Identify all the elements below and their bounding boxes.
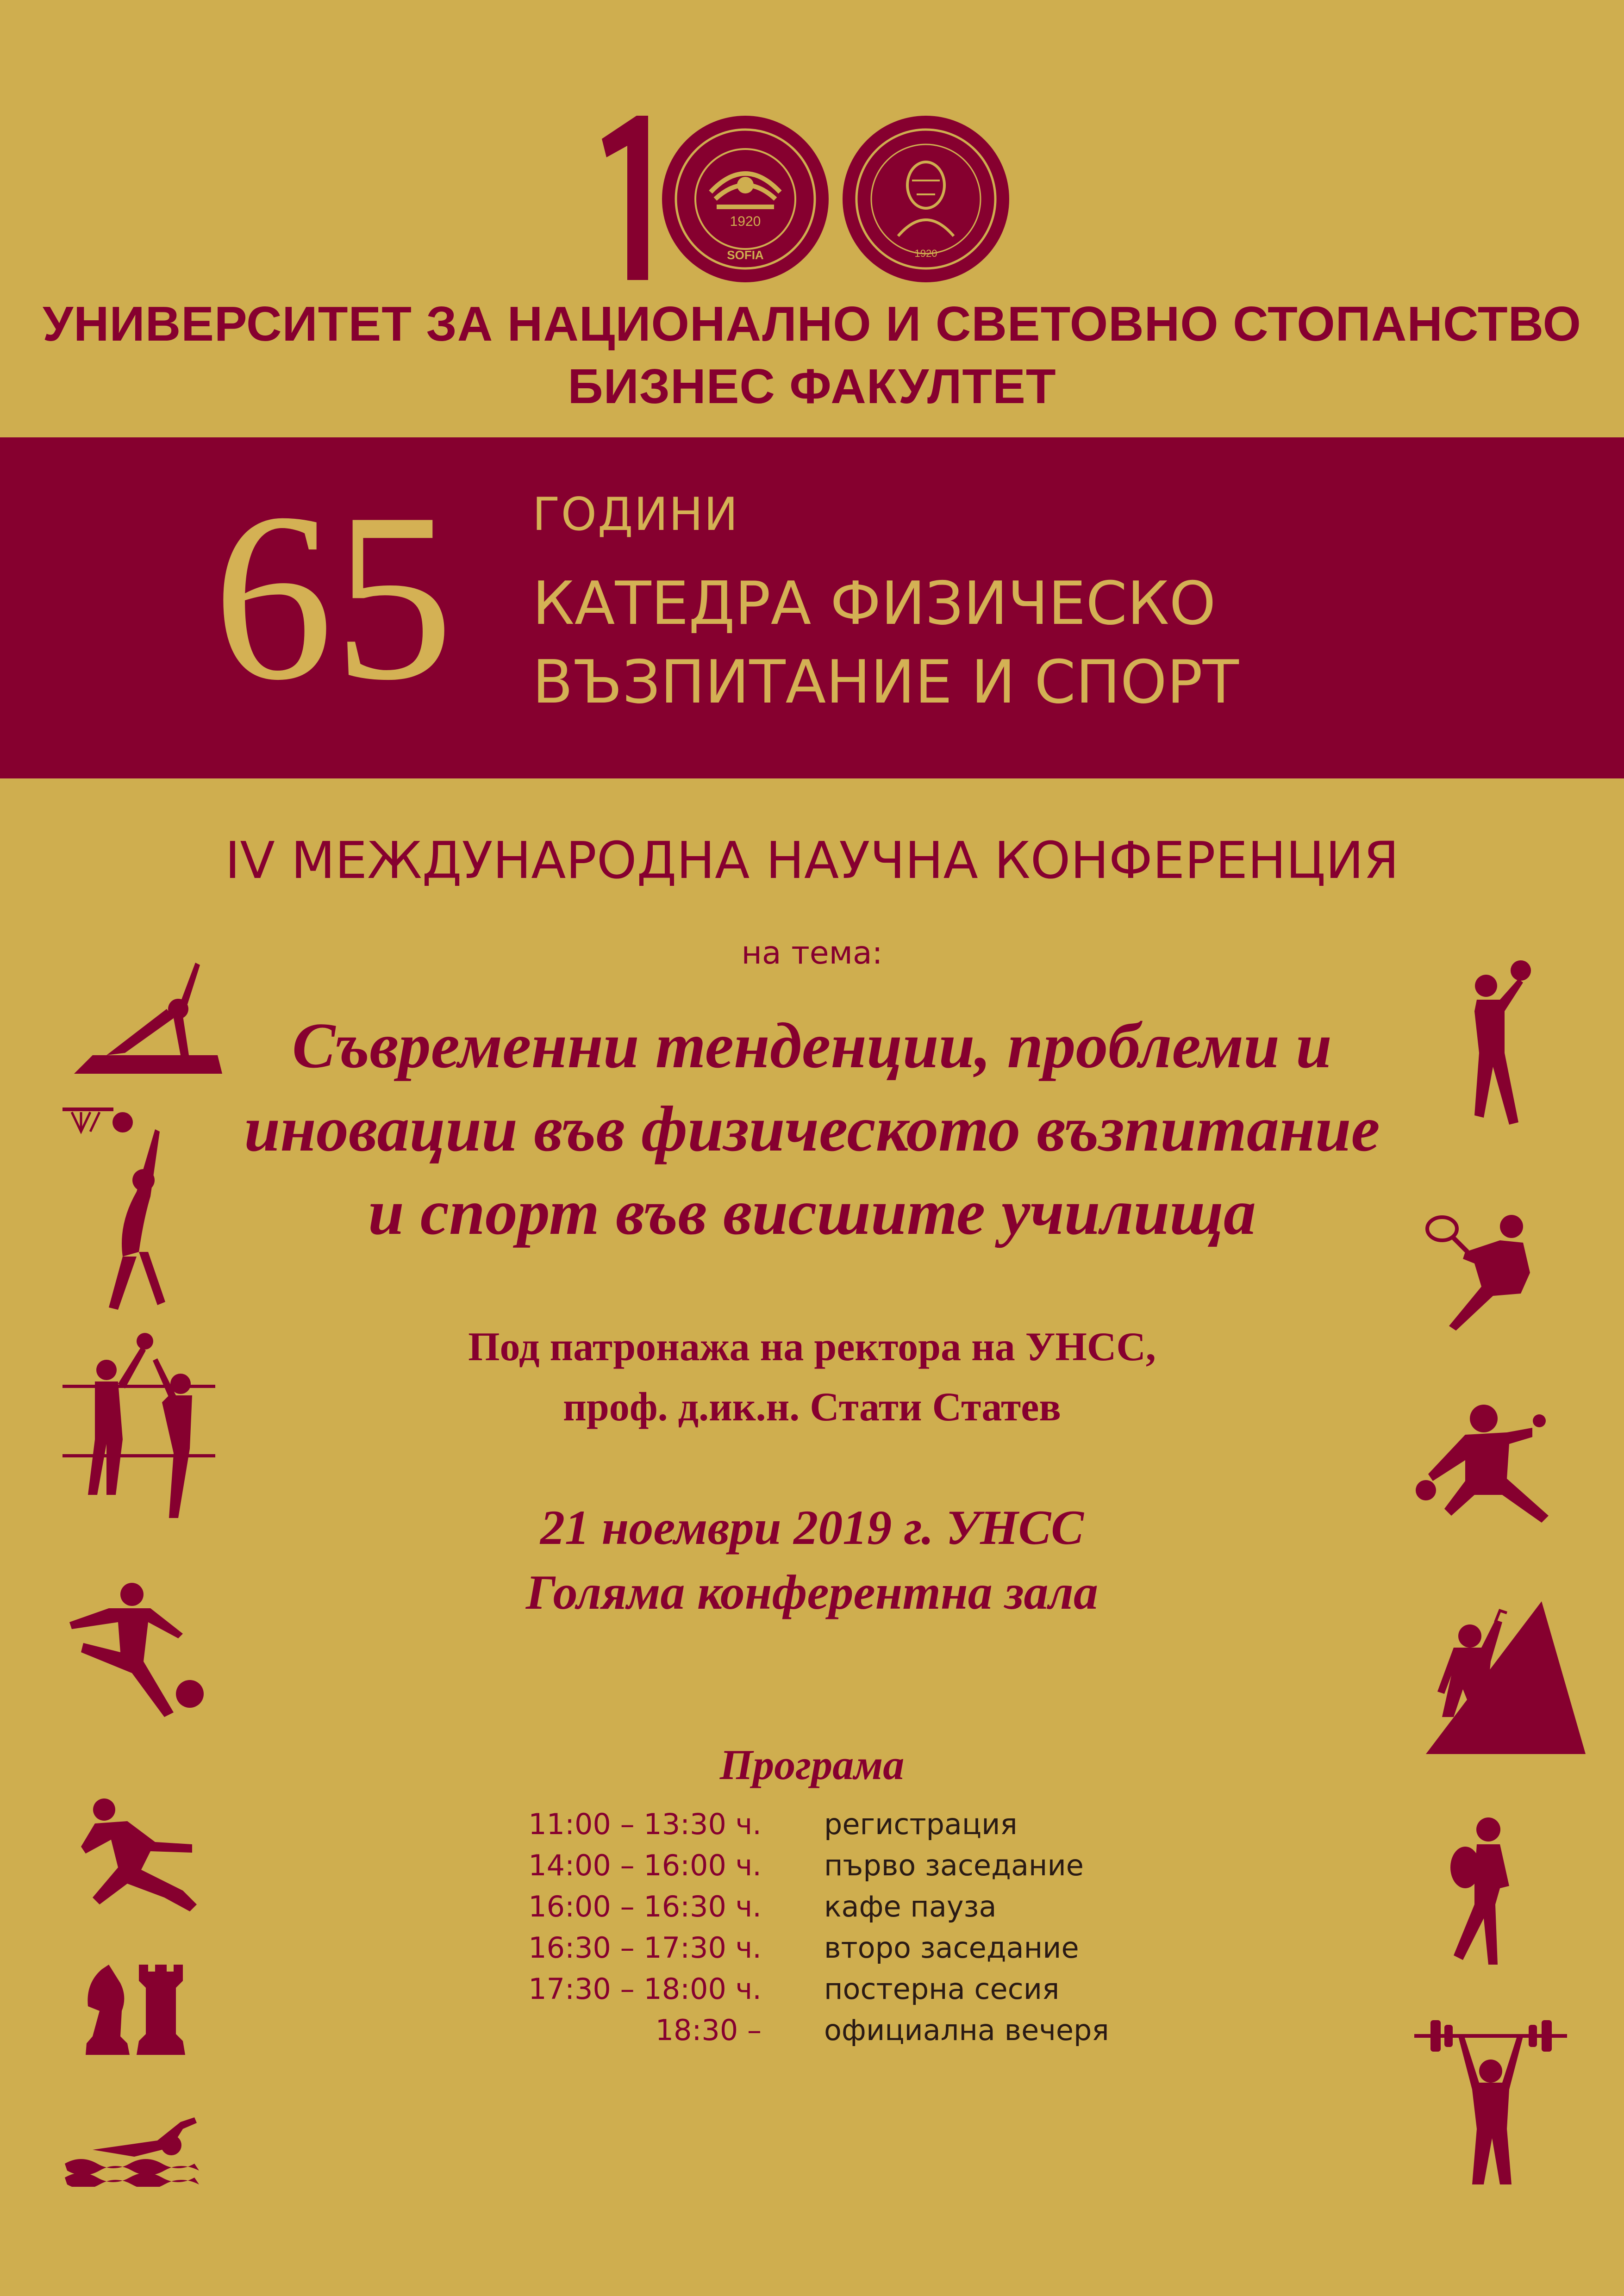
schedule-row (463, 1848, 1157, 1890)
department-line-2: ВЪЗПИТАНИЕ И СПОРТ (532, 648, 1239, 717)
patronage-line-1: Под патронажа на ректора на УНСС, (468, 1325, 1156, 1369)
program-title: Програма (719, 1741, 905, 1788)
weightlifting-icon (1414, 2013, 1567, 2189)
schedule-time: 18:30 – (655, 2013, 762, 2047)
schedule-time: 17:30 – 18:00 ч. (528, 1972, 762, 2006)
ball-throw-icon (1465, 960, 1535, 1127)
schedule-row (463, 1807, 1157, 1848)
department-line-1: КАТЕДРА ФИЗИЧЕСКО (532, 569, 1216, 638)
volleyball-icon (62, 1333, 215, 1527)
schedule-time: 11:00 – 13:30 ч. (528, 1807, 762, 1841)
university-seal-right (843, 116, 1009, 282)
chess-icon (76, 1955, 187, 2057)
yoga-icon (74, 958, 222, 1078)
climbing-icon (1426, 1601, 1586, 1759)
anniversary-number: 65 (213, 464, 454, 730)
schedule-time: 14:00 – 16:00 ч. (528, 1848, 762, 1882)
basketball-icon (62, 1104, 169, 1317)
running-icon (72, 1798, 201, 1918)
program-schedule (463, 1807, 1157, 2054)
schedule-activity: регистрация (824, 1807, 1018, 1841)
seal-right-year: 1920 (914, 248, 937, 259)
schedule-row (463, 1890, 1157, 1931)
years-label: ГОДИНИ (532, 488, 739, 541)
patronage-line-2: проф. д.ик.н. Стати Статев (563, 1385, 1061, 1430)
schedule-activity: второ заседание (824, 1931, 1079, 1965)
seal-left-year: 1920 (730, 214, 761, 229)
schedule-activity: кафе пауза (824, 1890, 997, 1923)
university-name: УНИВЕРСИТЕТ ЗА НАЦИОНАЛНО И СВЕТОВНО СТОПАНСТВО (43, 297, 1581, 351)
conference-title-line-2: иновации във физическото възпитание (244, 1093, 1380, 1165)
university-seal-left (662, 116, 829, 282)
schedule-time: 16:00 – 16:30 ч. (528, 1890, 762, 1923)
schedule-row (463, 1931, 1157, 1972)
event-date: 21 ноември 2019 г. УНСС (540, 1500, 1084, 1555)
schedule-row (463, 1972, 1157, 2013)
schedule-activity: официална вечеря (824, 2013, 1109, 2047)
university-100-logo (593, 106, 1028, 287)
conference-heading: IV МЕЖДУНАРОДНА НАУЧНА КОНФЕРЕНЦИЯ (225, 831, 1399, 890)
seal-left-city: SOFIA (727, 248, 764, 262)
conference-title-line-1: Съвременни тенденции, проблеми и (292, 1010, 1332, 1082)
event-venue: Голяма конферентна зала (526, 1565, 1098, 1619)
hiking-icon (1444, 1817, 1518, 1969)
schedule-activity: първо заседание (824, 1848, 1084, 1882)
tennis-icon (1424, 1213, 1535, 1333)
conference-title-line-3: и спорт във висшите училища (368, 1176, 1256, 1248)
schedule-activity: постерна сесия (824, 1972, 1060, 2006)
faculty-name: БИЗНЕС ФАКУЛТЕТ (568, 359, 1056, 414)
theme-label: на тема: (741, 935, 883, 971)
schedule-row (463, 2013, 1157, 2054)
schedule-time: 16:30 – 17:30 ч. (528, 1931, 762, 1965)
football-icon (62, 1583, 211, 1731)
logo-digit-one (602, 116, 648, 280)
table-tennis-icon (1414, 1400, 1549, 1530)
swimming-icon (65, 2113, 204, 2187)
